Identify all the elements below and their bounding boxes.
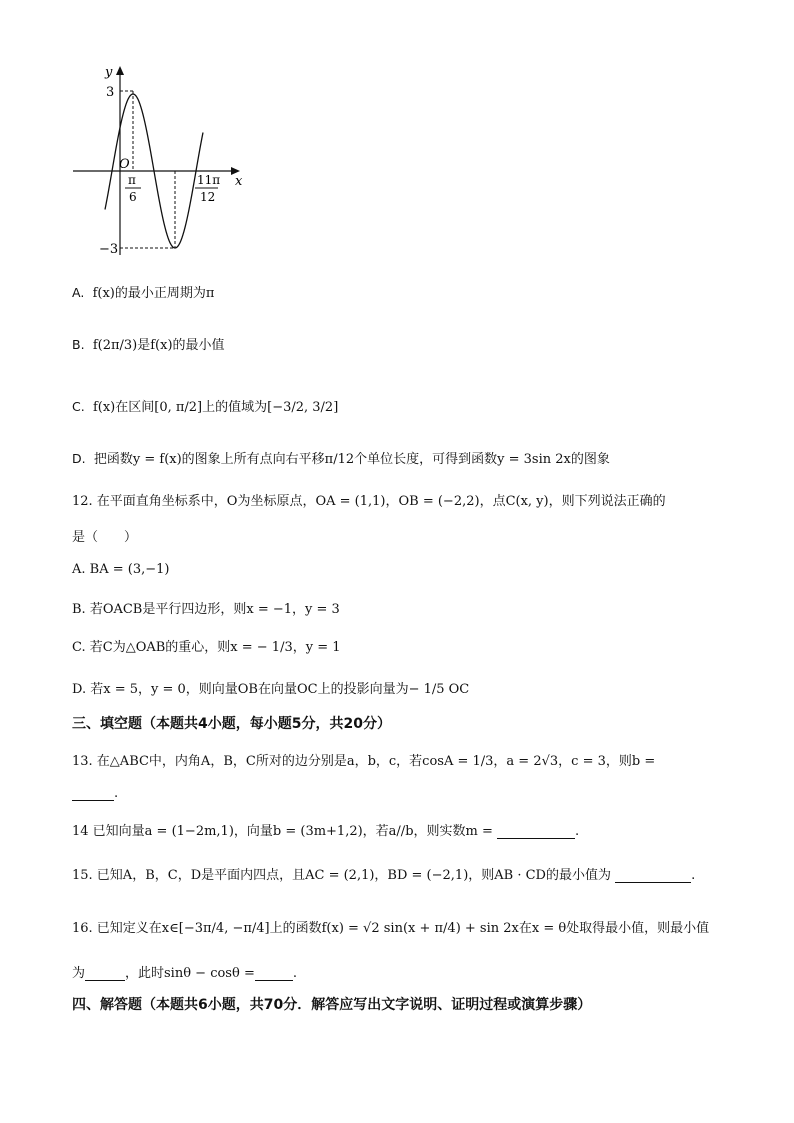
origin-label: O (119, 157, 130, 172)
q13-blank[interactable] (72, 786, 114, 801)
q16-tail: . (292, 966, 297, 981)
section4-heading: 四、解答题（本题共6小题，共70分．解答应写出文字说明、证明过程或演算步骤） (72, 997, 592, 1013)
q13-text: 13. 在△ABC中，内角A，B，C所对的边分别是a，b，c，若cosA = 1/3，a = 2√3，c = 3，则b = (72, 754, 656, 769)
ymin-label: −3 (99, 242, 119, 257)
q14-tail: . (575, 824, 580, 839)
tick1-num: π (128, 173, 136, 187)
sine-graph-svg (65, 60, 255, 260)
q12-option-d: D. 若x = 5，y = 0，则向量OB在向量OC上的投影向量为− 1/5 OC (72, 682, 470, 697)
q11-d-text: 把函数y = f(x)的图象上所有点向右平移π/12个单位长度，可得到函数y = 3sin 2x的图象 (93, 452, 610, 467)
q11-option-d (72, 448, 610, 467)
q14-line (72, 820, 579, 839)
q16-line2-b: ，此时sinθ − cosθ = (125, 966, 255, 981)
q16-line2 (72, 962, 297, 981)
q11-option-a (72, 282, 214, 301)
q12-option-a: A. BA = (3,−1) (72, 562, 170, 577)
q12-option-b: B. 若OACB是平行四边形，则x = −1，y = 3 (72, 602, 340, 617)
tick1-den: 6 (129, 190, 137, 204)
q14-text: 14 已知向量a = (1−2m,1)，向量b = (3m+1,2)，若a//b，则实数m = (72, 824, 493, 839)
x-axis-label: x (235, 174, 243, 189)
q13-answer-line (72, 786, 118, 801)
q11-d-letter: D. (72, 451, 86, 466)
section3-heading: 三、填空题（本题共4小题，每小题5分，共20分） (72, 716, 391, 732)
q12-option-c: C. 若C为△OAB的重心，则x = − 1/3，y = 1 (72, 640, 341, 655)
q15-tail: . (691, 868, 696, 883)
q16-blank-1[interactable] (85, 966, 125, 981)
q11-option-c (72, 396, 338, 415)
q16-blank-2[interactable] (255, 966, 293, 981)
q11-c-text: f(x)在区间[0, π/2]上的值域为[−3/2, 3/2] (92, 400, 339, 415)
q11-b-letter: B. (72, 337, 85, 352)
q16-line1: 16. 已知定义在x∈[−3π/4, −π/4]上的函数f(x) = √2 sin(x + π/4) + sin 2x在x = θ处取得最小值，则最小值 (72, 921, 710, 936)
q11-c-letter: C. (72, 399, 85, 414)
sine-graph (65, 60, 255, 264)
q11-option-b (72, 334, 225, 353)
q11-b-text: f(2π/3)是f(x)的最小值 (92, 338, 225, 353)
q13-tail: . (114, 786, 119, 801)
tick2-den: 12 (200, 190, 216, 204)
ymax-label: 3 (106, 85, 115, 100)
q15-blank[interactable] (615, 868, 691, 883)
q11-a-letter: A. (72, 285, 85, 300)
q15-line (72, 864, 695, 883)
q11-a-text: f(x)的最小正周期为π (92, 286, 215, 301)
tick2-num: 11π (197, 173, 221, 187)
q16-line2-a: 为 (72, 966, 86, 981)
y-axis-arrow (116, 66, 124, 75)
q12-stem-line1: 12. 在平面直角坐标系中，O为坐标原点，OA = (1,1)，OB = (−2,2)，点C(x, y)，则下列说法正确的 (72, 494, 666, 509)
q15-text: 15. 已知A，B，C，D是平面内四点，且AC = (2,1)，BD = (−2,1)，则AB · CD的最小值为 (72, 868, 611, 883)
q12-stem-line2: 是（ ） (72, 530, 138, 545)
q14-blank[interactable] (497, 824, 575, 839)
y-axis-label: y (105, 65, 113, 80)
